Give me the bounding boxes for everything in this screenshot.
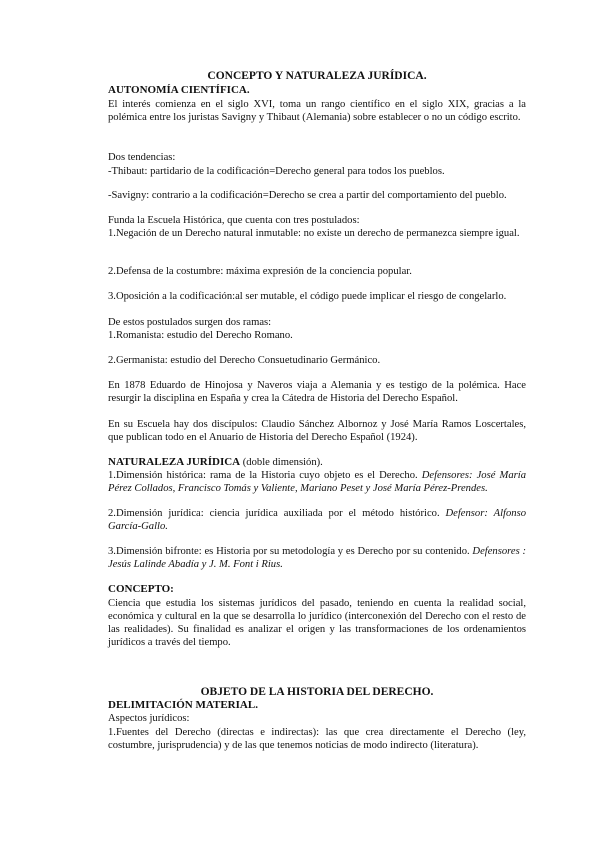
dimension-1-text: 1.Dimensión histórica: rama de la Historia cuyo objeto es el Derecho.	[108, 470, 422, 481]
naturaleza-heading-line	[108, 456, 526, 469]
section-subtitle: AUTONOMÍA CIENTÍFICA.	[108, 84, 250, 96]
ramas-label: De estos postulados surgen dos ramas:	[108, 317, 272, 328]
dimension-2-text: 2.Dimensión jurídica: ciencia jurídica auxiliada por el método histórico.	[108, 508, 446, 519]
concepto-heading: CONCEPTO:	[108, 583, 174, 595]
concepto-paragraph: Ciencia que estudia los sistemas jurídicos del pasado, teniendo en cuenta la realidad social, económica y cultural en la que se desarrolla lo jurídico (interconexión del Derecho con el resto de las realidades). Su finalidad es analizar el origen y las transformaciones de los ordenamientos jurídicos a través del tiempo.	[108, 598, 526, 648]
discipulos-paragraph: En su Escuela hay dos discípulos: Claudio Sánchez Albornoz y José María Ramos Loscertales, que publican todo en el Anuario de Historia del Derecho Español (1924).	[108, 419, 526, 443]
postulado-1: 1.Negación de un Derecho natural inmutable: no existe un derecho de permanezca siempre igual.	[108, 228, 520, 239]
section-title: CONCEPTO Y NATURALEZA JURÍDICA.	[207, 70, 427, 82]
postulado-2: 2.Defensa de la costumbre: máxima expresión de la conciencia popular.	[108, 266, 412, 277]
tendencias-label: Dos tendencias:	[108, 152, 176, 163]
aspectos-label: Aspectos jurídicos:	[108, 713, 190, 724]
savigny-line: -Savigny: contrario a la codificación=Derecho se crea a partir del comportamiento del pueblo.	[108, 190, 507, 201]
rama-2: 2.Germanista: estudio del Derecho Consuetudinario Germánico.	[108, 355, 381, 366]
naturaleza-heading: NATURALEZA JURÍDICA	[108, 456, 241, 468]
dimension-2	[108, 507, 526, 533]
dimension-3	[108, 545, 526, 571]
dimension-1-defensores: Defensores: José María Pérez Collados, Francisco Tomás y Valiente, Mariano Peset y José María Pérez-Prendes.	[108, 470, 526, 494]
postulado-3: 3.Oposición a la codificación:al ser mutable, el código puede implicar el riesgo de congelarlo.	[108, 291, 507, 302]
escuela-line: Funda la Escuela Histórica, que cuenta con tres postulados:	[108, 215, 360, 226]
hinojosa-paragraph: En 1878 Eduardo de Hinojosa y Naveros viaja a Alemania y es testigo de la polémica. Hace resurgir la disciplina en España y crea la Cátedra de Historia del Derecho Español.	[108, 380, 526, 404]
dimension-3-defensores: Defensores : Jesús Lalinde Abadía y J. M. Font i Rius.	[108, 546, 526, 570]
thibaut-line: -Thibaut: partidario de la codificación=Derecho general para todos los pueblos.	[108, 166, 445, 177]
section-2-title: OBJETO DE LA HISTORIA DEL DERECHO.	[200, 686, 434, 698]
intro-paragraph: El interés comienza en el siglo XVI, toma un rango científico en el siglo XIX, gracias a la polémica entre los juristas Savigny y Thibaut (Alemania) sobre establecer o no un código escrito.	[108, 99, 526, 123]
fuentes-paragraph: 1.Fuentes del Derecho (directas e indirectas): las que crea directamente el Derecho (ley, costumbre, jurisprudencia) y de las que tenemos noticias de modo indirecto (literatura).	[108, 727, 526, 751]
dimension-1	[108, 469, 526, 495]
rama-1: 1.Romanista: estudio del Derecho Romano.	[108, 330, 293, 341]
dimension-3-text: 3.Dimensión bifronte: es Historia por su metodología y es Derecho por su contenido.	[108, 546, 473, 557]
section-2-subtitle: DELIMITACIÓN MATERIAL.	[108, 699, 258, 711]
dimension-2-defensores: Defensor: Alfonso García-Gallo.	[108, 508, 526, 532]
naturaleza-heading-suffix: (doble dimensión).	[240, 457, 323, 468]
